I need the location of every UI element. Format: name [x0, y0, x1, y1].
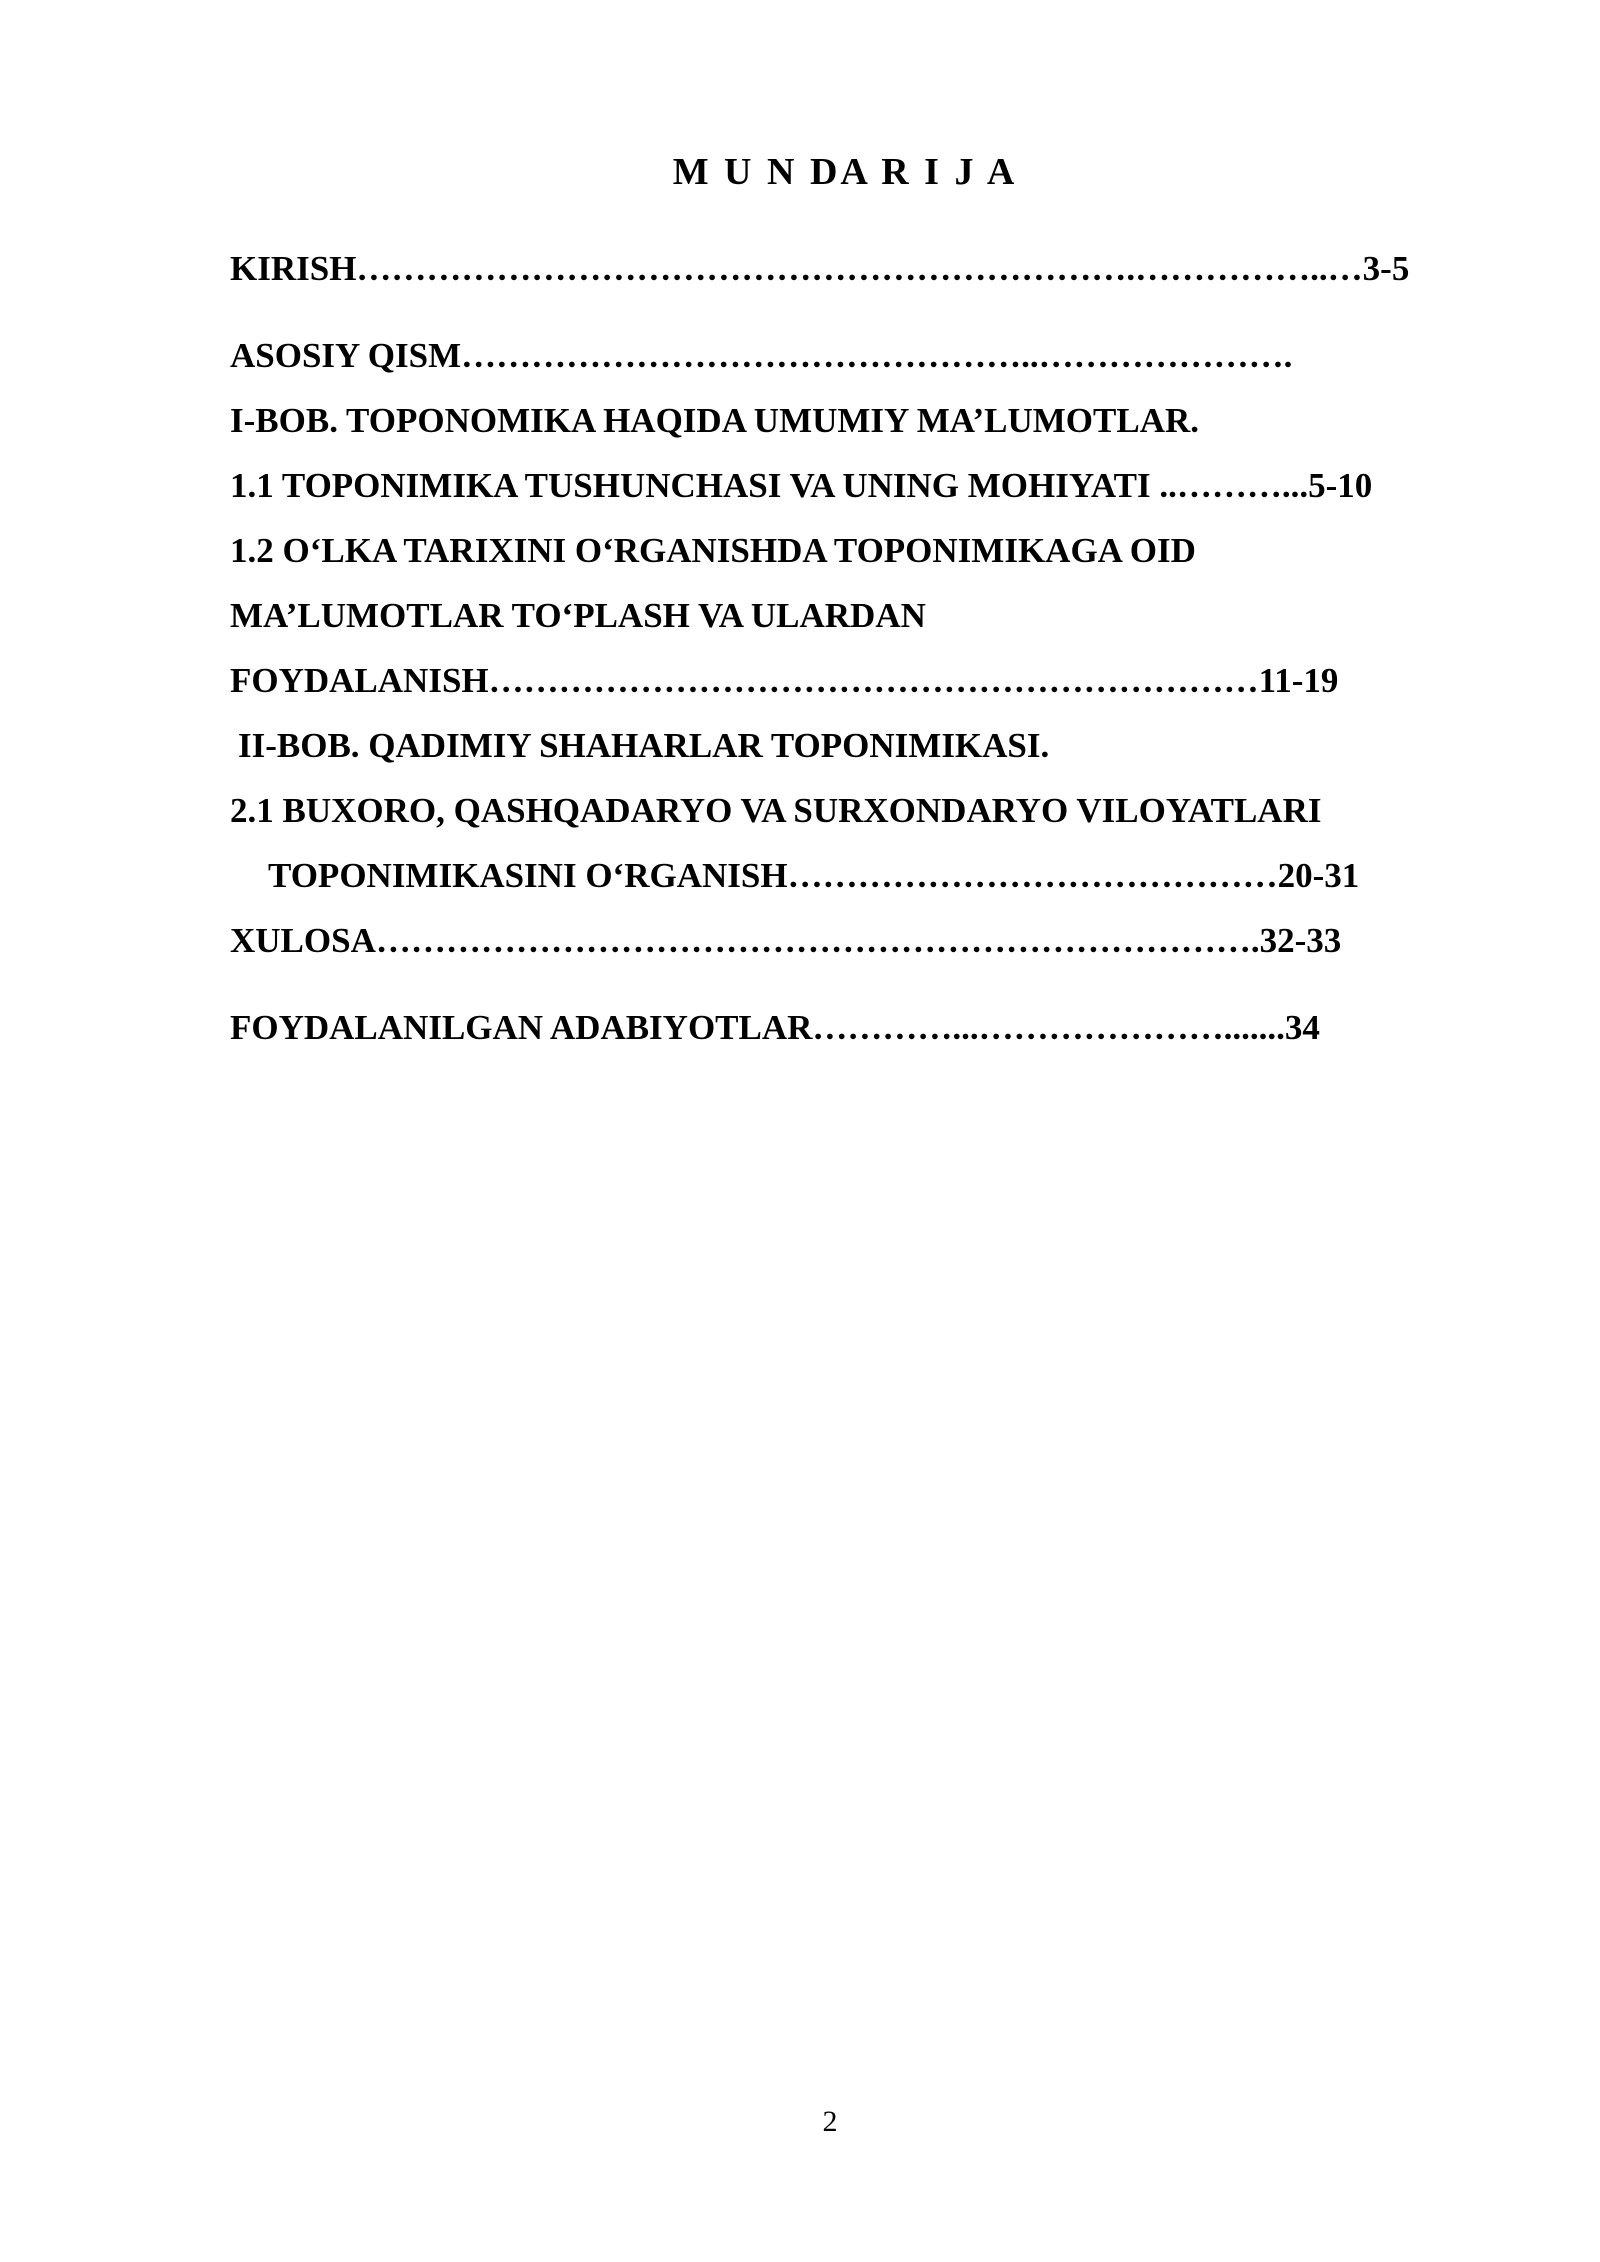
toc-entry-section-1-2-line-1: 1.2 O‘LKA TARIXINI O‘RGANISHDA TOPONIMIKAGA OID [230, 531, 1196, 570]
toc-entry-kirish: KIRISH………………………………………………………….……………..…3-5 [230, 249, 1410, 288]
table-of-contents [230, 236, 1530, 1060]
page-number: 2 [822, 2105, 838, 2138]
toc-entry-adabiyotlar: FOYDALANILGAN ADABIYOTLAR…………...………………….......34 [230, 1008, 1320, 1047]
page-title: M U N DA R I J A [672, 151, 1018, 193]
toc-entry-section-1-2-line-2: MA’LUMOTLAR TO‘PLASH VA ULARDAN [230, 596, 926, 635]
toc-entry-section-1-1: 1.1 TOPONIMIKA TUSHUNCHASI VA UNING MOHIYATI ..………...5-10 [230, 466, 1373, 505]
toc-entry-xulosa: XULOSA………………………………………………………………….32-33 [230, 921, 1342, 960]
toc-entry-section-2-1-line-2: TOPONIMIKASINI O‘RGANISH……………………………………20-31 [268, 856, 1360, 895]
toc-entry-section-1-2-line-3: FOYDALANISH…………………………………………………………11-19 [230, 661, 1339, 700]
toc-entry-section-2-1-line-1: 2.1 BUXORO, QASHQADARYO VA SURXONDARYO VILOYATLARI [230, 791, 1322, 830]
toc-entry-chapter-1: I-BOB. TOPONOMIKA HAQIDA UMUMIY MA’LUMOTLAR. [230, 401, 1199, 440]
toc-entry-asosiy-qism: ASOSIY QISM…………………………………………..…………………. [230, 336, 1293, 375]
toc-entry-chapter-2: II-BOB. QADIMIY SHAHARLAR TOPONIMIKASI. [238, 726, 1050, 765]
